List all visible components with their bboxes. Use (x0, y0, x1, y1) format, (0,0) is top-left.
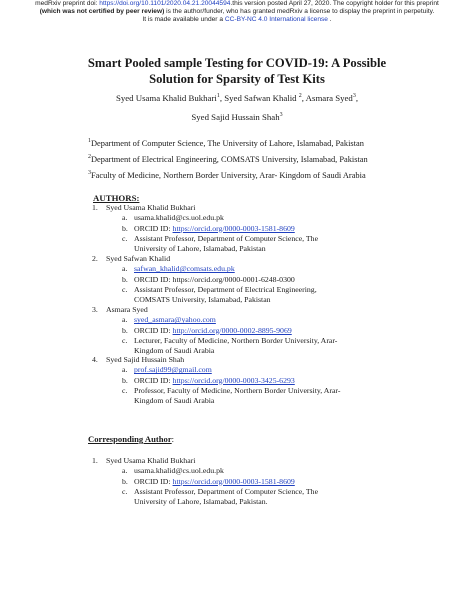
list-number: 2. (92, 254, 98, 263)
doi-link[interactable]: https://doi.org/10.1101/2020.04.21.20044594 (99, 0, 231, 7)
author-email: usama.khalid@cs.uol.edu.pk (134, 213, 224, 223)
title-line-1: Smart Pooled sample Testing for COVID-19: A Possible (87, 56, 387, 70)
affiliation-2 (88, 155, 368, 164)
author-position-row-cont: Kingdom of Saudi Arabia (134, 346, 215, 356)
list-letter: b. (122, 325, 128, 335)
list-letter: c. (122, 335, 128, 345)
author-position: Assistant Professor, Department of Computer Science, The (134, 233, 319, 243)
author-name: Syed Usama Khalid Bukhari (106, 203, 196, 212)
author-name: Syed Usama Khalid Bukhari (106, 456, 196, 465)
paper-title (0, 55, 474, 87)
author-list-line-1 (0, 93, 474, 103)
orcid-link[interactable]: http://orcid.org/0000-0002-8895-9069 (172, 325, 292, 335)
affiliation-text: Department of Computer Science, The University of Lahore, Islamabad, Pakistan (91, 139, 364, 148)
author-name: Asmara Syed (106, 305, 148, 314)
authors-heading: AUTHORS: (93, 193, 140, 203)
author-name: Syed Usama Khalid Bukhari (115, 93, 217, 103)
title-line-2: Solution for Sparsity of Test Kits (149, 72, 325, 86)
author-email-link[interactable]: safwan_khalid@comsats.edu.pk (134, 264, 235, 274)
author-position-row (92, 386, 340, 396)
author-email-row (92, 365, 340, 375)
list-letter: b. (122, 274, 128, 284)
author-entry-name (92, 254, 317, 264)
corresponding-author-entry (92, 456, 318, 507)
affiliation-3 (88, 171, 366, 180)
list-number: 1. (92, 203, 98, 212)
author-entry-1 (92, 203, 318, 254)
affiliation-number: 1 (88, 138, 91, 145)
list-letter: c. (122, 385, 128, 395)
author-email-row (92, 213, 318, 223)
author-orcid-row (92, 224, 318, 234)
author-entry-name (92, 305, 337, 315)
banner-peer-review-note: (which was not certified by peer review) (39, 8, 165, 16)
author-entry-2 (92, 254, 317, 305)
author-list-line-2 (0, 112, 474, 122)
banner-doi-prefix: medRxiv preprint doi: (35, 0, 100, 7)
list-number: 4. (92, 355, 98, 364)
corresponding-author-heading (88, 434, 174, 444)
orcid-label: ORCID ID: (134, 223, 173, 233)
author-separator: , (355, 93, 359, 103)
list-letter: b. (122, 476, 128, 486)
author-position-row-cont: COMSATS University, Islamabad, Pakistan (134, 295, 271, 305)
list-letter: b. (122, 375, 128, 385)
affiliation-number: 3 (88, 170, 91, 177)
list-letter: a. (122, 466, 128, 476)
author-email-row (92, 264, 317, 274)
author-email-link[interactable]: syed_asmara@yahoo.com (134, 315, 216, 325)
list-letter: a. (122, 365, 128, 375)
author-position-row (92, 234, 318, 244)
orcid-link[interactable]: https://orcid.org/0000-0003-3425-6293 (172, 375, 295, 385)
affiliation-marker: 3 (279, 112, 283, 119)
author-entry-name (92, 355, 340, 365)
orcid-link[interactable]: https://orcid.org/0000-0003-1581-8609 (172, 223, 295, 233)
author-email-row (92, 315, 337, 325)
author-position: Lecturer, Faculty of Medicine, Northern Border University, Arar- (134, 335, 338, 345)
author-entry-4 (92, 355, 340, 406)
author-position-row (92, 487, 318, 497)
banner-license-text: is the author/funder, who has granted medRxiv a license to display the preprint in perpetuity. (164, 8, 435, 16)
affiliation-text: Faculty of Medicine, Northern Border University, Arar- Kingdom of Saudi Arabia (91, 171, 366, 180)
author-name: Syed Sajid Hussain Shah (106, 355, 185, 364)
list-letter: a. (122, 213, 128, 223)
banner-line-1 (0, 0, 474, 8)
author-email: usama.khalid@cs.uol.edu.pk (134, 466, 224, 476)
author-email-row (92, 466, 318, 476)
list-number: 3. (92, 305, 98, 314)
author-position-row-cont: University of Lahore, Islamabad, Pakistan (134, 244, 266, 254)
list-letter: c. (122, 486, 128, 496)
author-position: Professor, Faculty of Medicine, Northern Border University, Arar- (134, 385, 341, 395)
banner-line-3 (0, 16, 474, 24)
affiliation-1 (88, 139, 364, 148)
author-position-row (92, 285, 317, 295)
author-name: Syed Sajid Hussain Shah (191, 112, 280, 122)
author-orcid-row (92, 326, 337, 336)
banner-line-2 (0, 8, 474, 16)
author-position: Assistant Professor, Department of Computer Science, The (134, 486, 319, 496)
banner-period: . (327, 16, 332, 24)
author-position-row-cont: University of Lahore, Islamabad, Pakistan. (134, 497, 268, 507)
author-orcid-row (92, 275, 317, 285)
orcid-link[interactable]: https://orcid.org/0000-0003-1581-8609 (172, 476, 295, 486)
corresponding-heading-text: Corresponding Author (88, 434, 172, 444)
orcid-label: ORCID ID: (134, 325, 173, 335)
affiliation-marker: 2 (298, 93, 302, 100)
corresponding-heading-colon: : (171, 434, 175, 444)
list-letter: a. (122, 315, 128, 325)
orcid-label: ORCID ID: (134, 375, 173, 385)
author-entry-name (92, 456, 318, 466)
author-name: , Asmara Syed (301, 93, 353, 103)
banner-version-text: .this version posted April 27, 2020. The copyright holder for this preprint (230, 0, 439, 7)
affiliation-marker: 3 (352, 93, 356, 100)
list-letter: c. (122, 233, 128, 243)
author-position-row-cont: Kingdom of Saudi Arabia (134, 396, 215, 406)
banner-availability-text: It is made available under a (142, 16, 225, 24)
affiliation-text: Department of Electrical Engineering, COMSATS University, Islamabad, Pakistan (91, 155, 368, 164)
author-position: Assistant Professor, Department of Electrical Engineering, (134, 284, 317, 294)
author-name: Syed Safwan Khalid (106, 254, 171, 263)
orcid-label: ORCID ID: (134, 476, 173, 486)
author-email-link[interactable]: prof.sajid99@gmail.com (134, 365, 212, 375)
author-entry-3 (92, 305, 337, 356)
list-letter: c. (122, 284, 128, 294)
author-orcid-row (92, 477, 318, 487)
author-name: , Syed Safwan Khalid (219, 93, 299, 103)
list-letter: a. (122, 264, 128, 274)
affiliation-number: 2 (88, 154, 91, 161)
affiliation-marker: 1 (216, 93, 220, 100)
list-number: 1. (92, 456, 98, 465)
list-letter: b. (122, 223, 128, 233)
preprint-banner (0, 0, 474, 25)
author-position-row (92, 336, 337, 346)
orcid-text: ORCID ID: https://orcid.org/0000-0001-6248-0300 (134, 274, 295, 284)
author-entry-name (92, 203, 318, 213)
license-link[interactable]: CC-BY-NC 4.0 International license (224, 16, 328, 24)
author-orcid-row (92, 376, 340, 386)
